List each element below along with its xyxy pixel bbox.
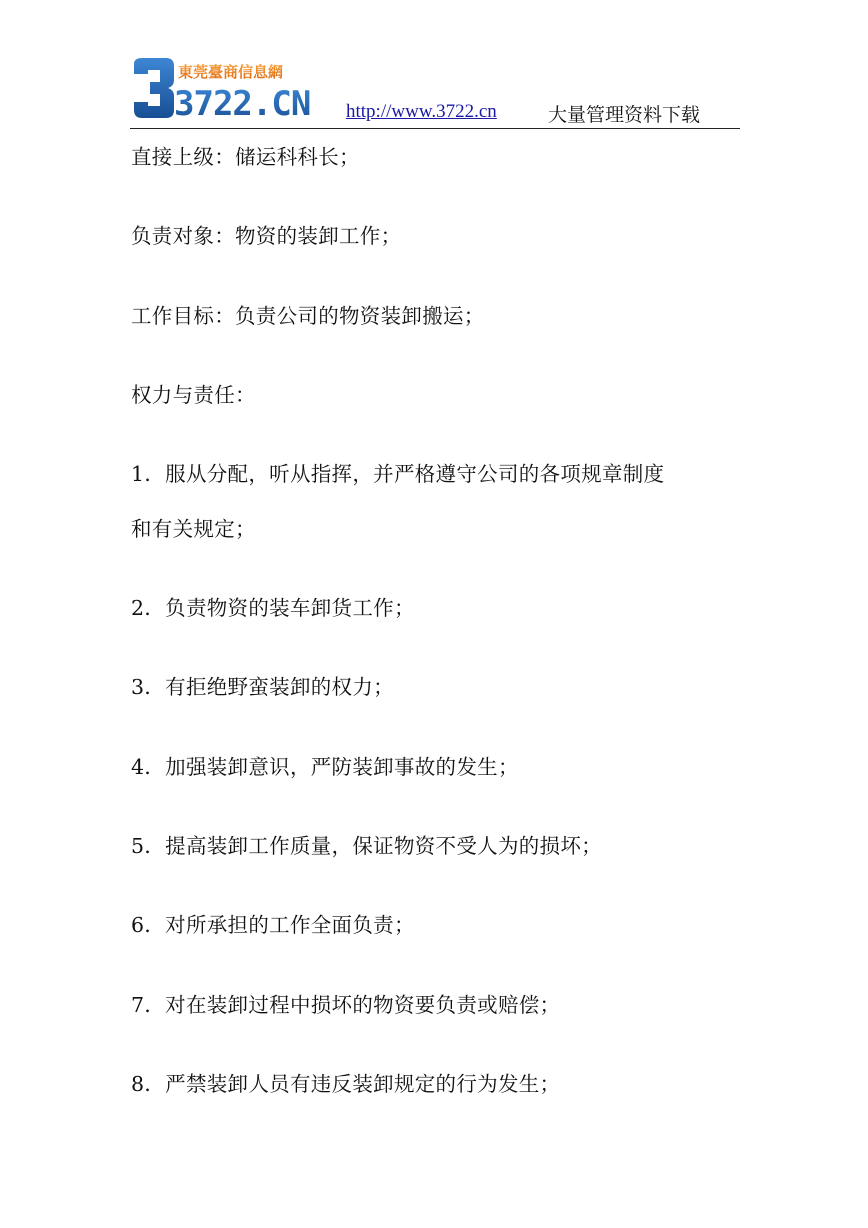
header-title: 大量管理资料下载 (548, 104, 701, 126)
line-item-3: 3．有拒绝野蛮装卸的权力； (131, 675, 394, 699)
line-work-goal: 工作目标：负责公司的物资装卸搬运； (131, 304, 485, 328)
line-item-7: 7．对在装卸过程中损坏的物资要负责或赔偿； (131, 993, 561, 1017)
line-item-8: 8．严禁装卸人员有违反装卸规定的行为发生； (131, 1072, 561, 1096)
line-item-6: 6．对所承担的工作全面负责； (131, 913, 415, 937)
line-item-1-continued: 和有关规定； (131, 517, 256, 541)
site-logo[interactable] (130, 54, 320, 124)
line-responsibility-object: 负责对象：物资的装卸工作； (131, 224, 402, 248)
line-authority-heading: 权力与责任： (131, 383, 256, 407)
site-url-link[interactable]: http://www.3722.cn (346, 101, 497, 122)
line-supervisor: 直接上级：储运科科长； (131, 145, 360, 169)
logo-number-text: 3722.CN (174, 84, 311, 124)
line-item-5: 5．提高装卸工作质量，保证物资不受人为的损坏； (131, 834, 602, 858)
line-item-2: 2．负责物资的装车卸货工作； (131, 596, 415, 620)
logo-three-glyph (134, 58, 174, 118)
line-item-4: 4．加强装卸意识，严防装卸事故的发生； (131, 755, 519, 779)
page-header (130, 54, 740, 129)
logo-brand-text: 東莞臺商信息網 (178, 63, 284, 81)
line-item-1: 1．服从分配，听从指挥，并严格遵守公司的各项规章制度 (131, 462, 665, 486)
logo-graphic (130, 54, 320, 124)
